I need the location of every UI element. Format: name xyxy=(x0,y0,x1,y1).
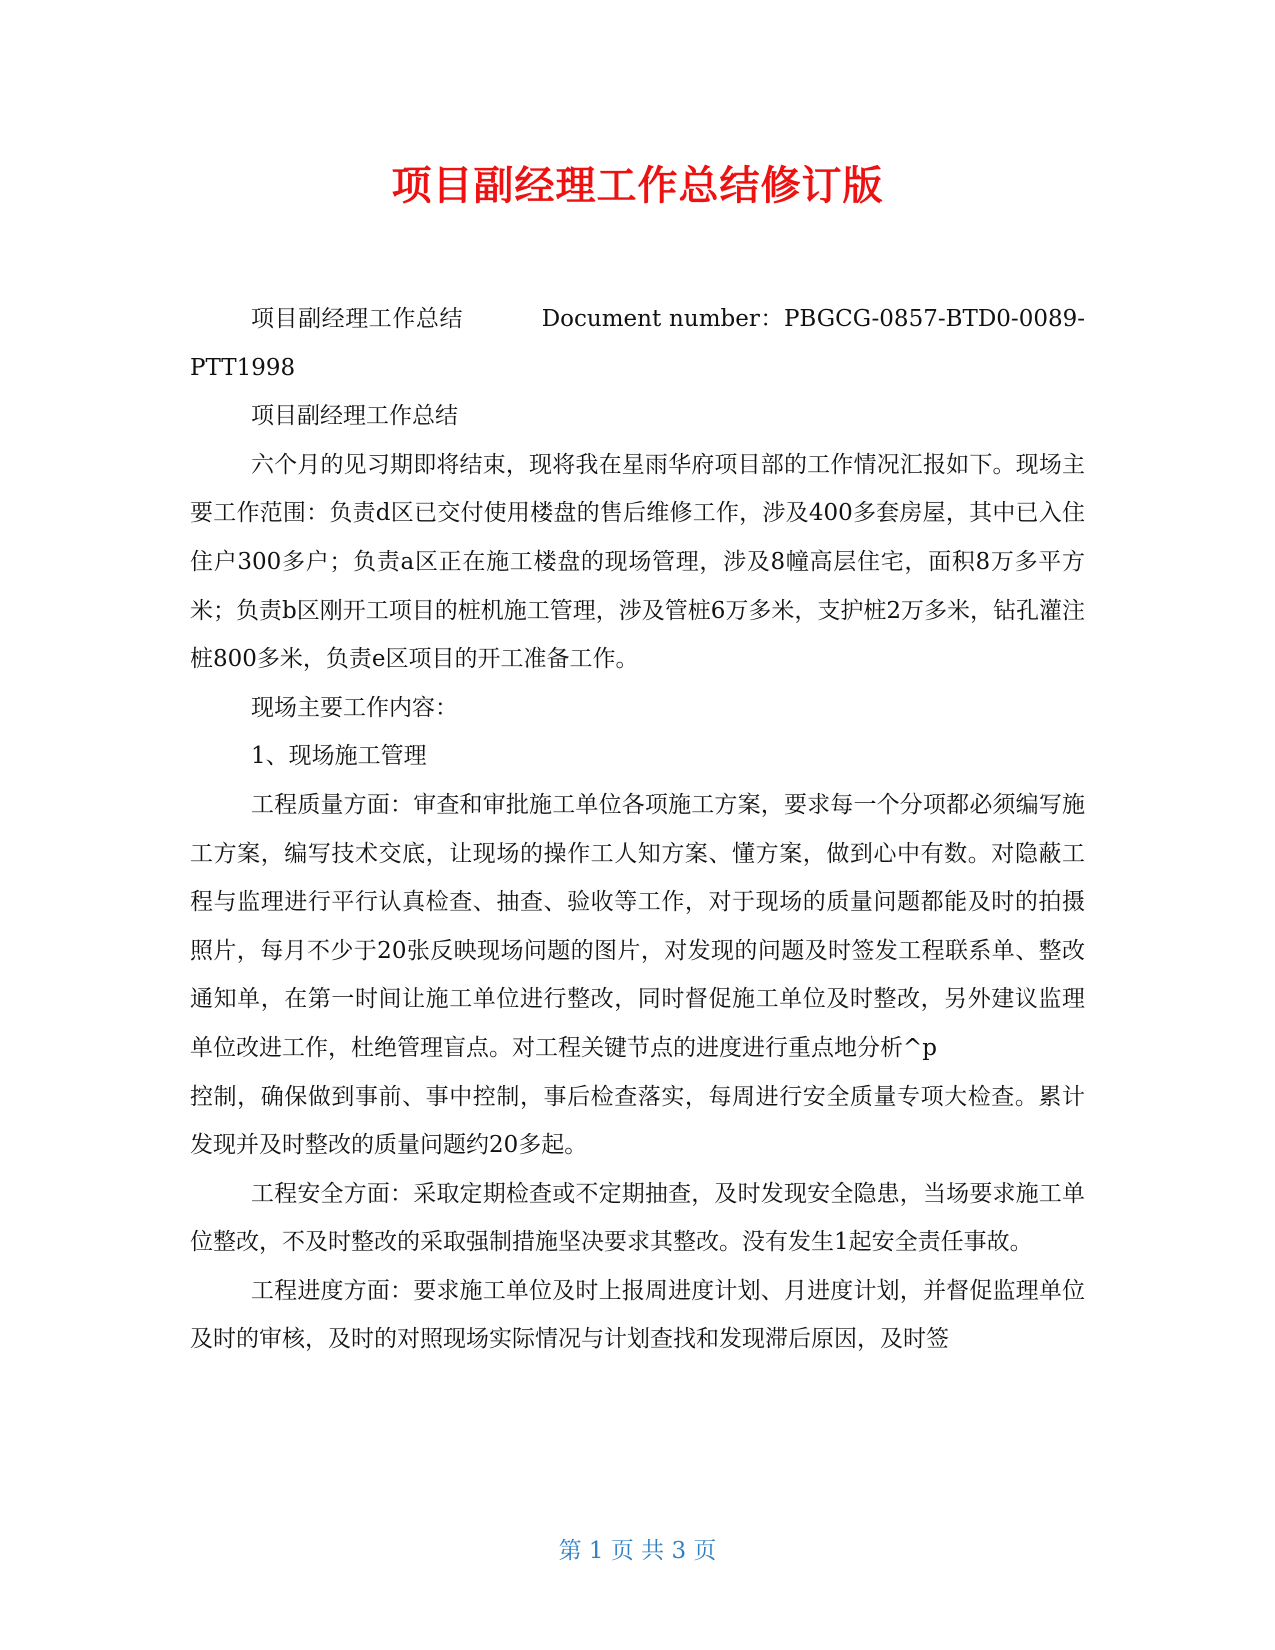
document-title: 项目副经理工作总结修订版 xyxy=(391,163,884,209)
paragraph-work-content-heading: 现场主要工作内容： xyxy=(251,694,458,721)
paragraph-heading: 项目副经理工作总结 xyxy=(251,403,458,430)
paragraph-control: 控制，确保做到事前、事中控制，事后检查落实，每周进行安全质量专项大检查。累计发现并及时整改的质量问题约20多起。 xyxy=(190,1083,1085,1159)
page-footer: 第 1 页 共 3 页 xyxy=(558,1538,717,1564)
paragraph-progress: 工程进度方面：要求施工单位及时上报周进度计划、月进度计划，并督促监理单位及时的审核，及时的对照现场实际情况与计划查找和发现滞后原因，及时签 xyxy=(190,1277,1085,1353)
paragraph-overview: 六个月的见习期即将结束，现将我在星雨华府项目部的工作情况汇报如下。现场主要工作范围：负责d区已交付使用楼盘的售后维修工作，涉及400多套房屋，其中已入住住户300多户；负责a区正在施工楼盘的现场管理，涉及8幢高层住宅，面积8万多平方米；负责b区刚开工项目的桩机施工管理，涉及管桩6万多米，支护桩2万多米，钻孔灌注桩800多米，负责e区项目的开工准备工作。 xyxy=(190,451,1085,673)
paragraph-section-1-heading: 1、现场施工管理 xyxy=(251,743,427,770)
doc-number: PBGCG-0857-BTD0-0089-PTT1998 xyxy=(190,306,1085,381)
header-name: 项目副经理工作总结 xyxy=(251,306,464,332)
paragraph-quality: 工程质量方面：审查和审批施工单位各项施工方案，要求每一个分项都必须编写施工方案，编写技术交底，让现场的操作工人知方案、懂方案，做到心中有数。对隐蔽工程与监理进行平行认真检查、抽查、验收等工作，对于现场的质量问题都能及时的拍摄照片，每月不少于20张反映现场问题的图片，对发现的问题及时签发工程联系单、整改通知单，在第一时间让施工单位进行整改，同时督促施工单位及时整改，另外建议监理单位改进工作，杜绝管理盲点。对工程关键节点的进度进行重点地分析^p xyxy=(190,791,1085,1061)
document-header-line xyxy=(190,295,1085,392)
paragraph-safety: 工程安全方面：采取定期检查或不定期抽查，及时发现安全隐患，当场要求施工单位整改，不及时整改的采取强制措施坚决要求其整改。没有发生1起安全责任事故。 xyxy=(190,1180,1085,1256)
document-body xyxy=(190,295,1085,1364)
doc-number-label: Document number： xyxy=(541,306,784,332)
